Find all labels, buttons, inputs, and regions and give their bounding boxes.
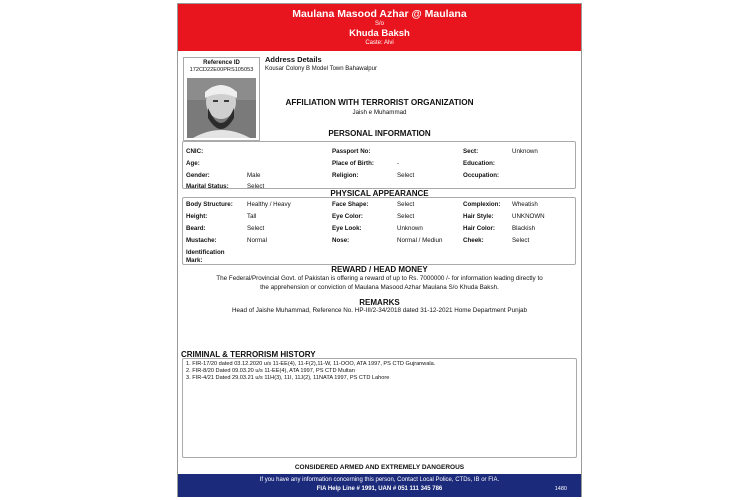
field-label: Mustache: (186, 237, 217, 244)
field-value: UNKNOWN (512, 213, 545, 220)
affiliation-organization: Jaish e Muhammad (352, 109, 407, 116)
field-label: Face Shape: (332, 201, 369, 208)
field-label: Height: (186, 213, 208, 220)
field-label: Gender: (186, 172, 210, 179)
name-banner (178, 4, 581, 51)
contact-text: If you have any information concerning this person, Contact Local Police, CTDs, IB or FIA. (259, 477, 500, 483)
physical-appearance-box (182, 197, 576, 265)
field-value: Male (247, 172, 261, 179)
field-value: Blackish (512, 225, 536, 232)
contact-footer (178, 474, 581, 497)
field-label: Nose: (332, 237, 350, 244)
field-label: Hair Color: (463, 225, 495, 232)
father-name: Khuda Baksh (349, 28, 410, 39)
caste-label: Caste: Alvi (365, 40, 394, 46)
address-text: Kousar Colony B Model Town Bahawalpur (265, 66, 377, 72)
field-label: Religion: (332, 172, 359, 179)
relation-label: S/o (374, 21, 384, 27)
field-label: Passport No: (332, 148, 371, 155)
field-label: Place of Birth: (332, 160, 374, 167)
field-label: Complexion: (463, 201, 501, 208)
field-label: Cheek: (463, 237, 484, 244)
criminal-history-box (182, 358, 577, 458)
field-value: Healthy / Heavy (247, 201, 291, 208)
helpline-text: FIA Help Line # 1991, UAN # 051 111 345 786 (316, 486, 443, 492)
field-label: Education: (463, 160, 495, 167)
field-label: CNIC: (186, 148, 204, 155)
criminal-history-title: CRIMINAL & TERRORISM HISTORY (181, 350, 316, 359)
field-value: Select (397, 213, 415, 220)
footer-code: 1480 (554, 486, 567, 492)
person-name: Maulana Masood Azhar @ Maulana (292, 8, 467, 20)
field-value: Select (512, 237, 530, 244)
field-value: Unknown (512, 148, 538, 155)
danger-warning: CONSIDERED ARMED AND EXTREMELY DANGEROUS (294, 464, 465, 471)
remarks-text: Head of Jaishe Muhammad, Reference No. HP-III/2-34/2018 dated 31-12-2021 Home Department Punjab (231, 307, 528, 314)
personal-info-box (182, 141, 576, 189)
field-label: Hair Style: (463, 213, 494, 220)
reward-line-1: The Federal/Provincial Govt. of Pakistan is offering a reward of up to Rs. 7000000 /- for information leading directly to (216, 275, 543, 282)
field-label: Sect: (463, 148, 479, 155)
field-value: - (397, 160, 400, 167)
wanted-poster (177, 3, 582, 497)
reference-label: Reference ID (203, 60, 240, 66)
field-label: Occupation: (463, 172, 500, 179)
field-value: Wheatish (512, 201, 538, 208)
address-title: Address Details (265, 55, 322, 64)
field-label: Eye Look: (332, 225, 362, 232)
field-value: Unknown (397, 225, 423, 232)
field-value: Select (247, 183, 265, 190)
affiliation-title: AFFILIATION WITH TERRORIST ORGANIZATION (285, 98, 474, 107)
personal-info-title: PERSONAL INFORMATION (328, 129, 431, 138)
field-label: Body Structure: (186, 201, 233, 208)
list-item: 1. FIR-17/20 dated 03.12.2020 u/s 11-EE(4), 11-F(2),11-W, 11-OOO, ATA 1997, PS CTD Gujranwala. (186, 361, 436, 367)
field-value: Select (397, 172, 415, 179)
field-label: Beard: (186, 225, 206, 232)
field-value: Normal (247, 237, 267, 244)
field-label: Marital Status: (186, 183, 229, 190)
reward-line-2: the apprehension or conviction of Maulana Masood Azhar Maulana S/o Khuda Baksh. (260, 284, 499, 291)
field-value: Tall (247, 213, 257, 220)
reward-title: REWARD / HEAD MONEY (331, 265, 428, 274)
field-label: Eye Color: (332, 213, 363, 220)
list-item: 3. FIR-4/21 Dated 29.03.21 u/s 11H(3), 11I, 11J(2), 11NATA 1997, PS CTD Lahore (186, 375, 390, 381)
physical-appearance-title: PHYSICAL APPEARANCE (330, 189, 429, 198)
reward-text (182, 274, 577, 292)
remarks-title: REMARKS (359, 298, 400, 307)
field-value: Select (247, 225, 265, 232)
list-item: 2. FIR-8/20 Dated 09.03.20 u/s 11-EE(4), ATA 1997, PS CTD Multan (186, 368, 355, 374)
field-value: Select (397, 201, 415, 208)
field-label: Identification Mark: (186, 249, 225, 264)
field-value: Normal / Mediun (397, 237, 443, 244)
reference-id: 172CD22E00PRS105053 (189, 67, 254, 73)
field-label: Age: (186, 160, 200, 167)
